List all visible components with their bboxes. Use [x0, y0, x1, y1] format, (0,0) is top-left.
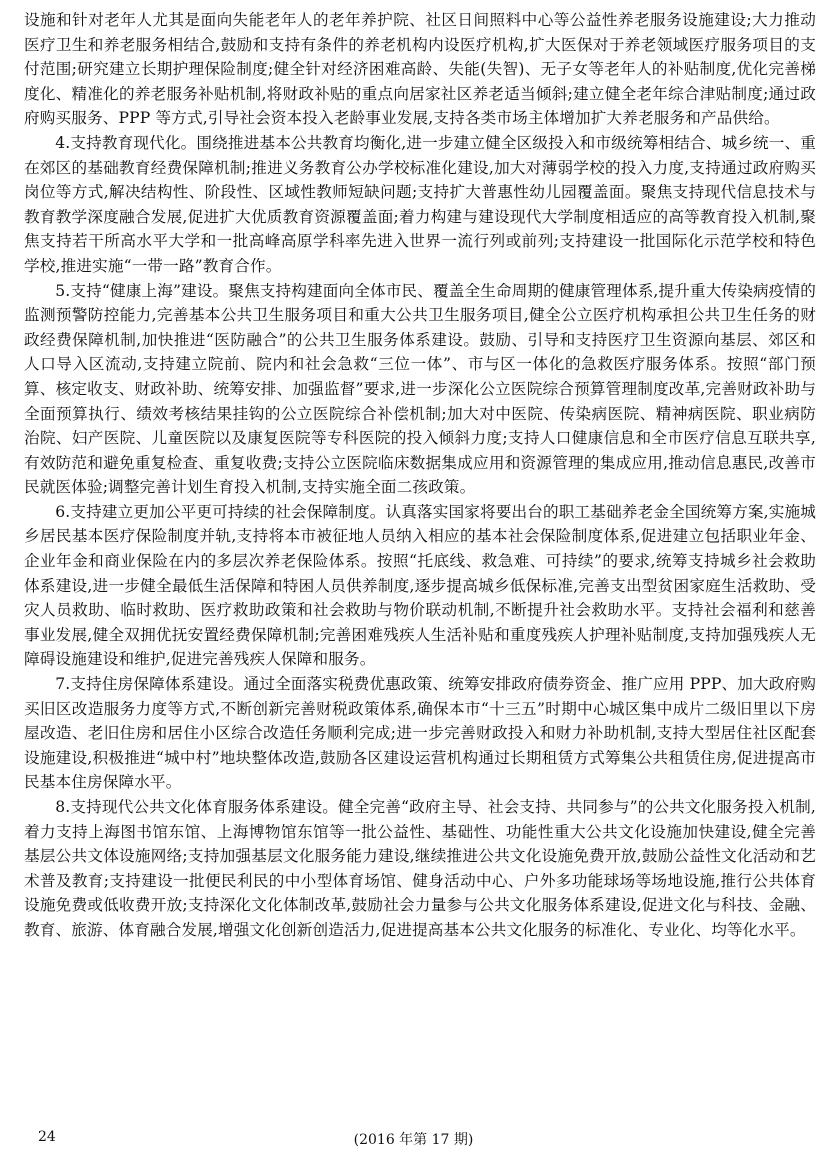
paragraph-continuation-elderly-care: 设施和针对老年人尤其是面向失能老年人的老年养护院、社区日间照料中心等公益性养老服务设施建设;大力推动医疗卫生和养老服务相结合,鼓励和支持有条件的养老机构内设医疗机构,扩大医保对于养老领域医疗服务项目的支付范围;研究建立长期护理保险制度;健全针对经济困难高龄、失能(失智)、无子女等老年人的补贴制度,优化完善梯度化、精准化的养老服务补贴机制,将财政补贴的重点向居家社区养老适当倾斜;建立健全老年综合津贴制度;通过政府购买服务、PPP 等方式,引导社会资本投入老龄事业发展,支持各类市场主体增加扩大养老服务和产品供给。 — [24, 11, 816, 128]
paragraph-social-security: 6.支持建立更加公平更可持续的社会保障制度。认真落实国家将要出台的职工基础养老金全国统筹方案,实施城乡居民基本医疗保险制度并轨,支持将本市被征地人员纳入相应的基本社会保险制度体系,促进建立包括职业年金、企业年金和商业保险在内的多层次养老保险体系。按照“托底线、救急难、可持续”的要求,统筹支持城乡社会救助体系建设,进一步健全最低生活保障和特困人员供养制度,逐步提高城乡低保标准,完善支出型贫困家庭生活救助、受灾人员救助、临时救助、医疗救助政策和社会救助与物价联动机制,不断提升社会救助水平。支持社会福利和慈善事业发展,健全双拥优抚安置经费保障机制;完善困难残疾人生活补贴和重度残疾人护理补贴制度,支持加强残疾人无障碍设施建设和维护,促进完善残疾人保障和服务。 — [24, 502, 816, 669]
paragraph-healthy-shanghai: 5.支持“健康上海”建设。聚焦支持构建面向全体市民、覆盖全生命周期的健康管理体系,提升重大传染病疫情的监测预警防控能力,完善基本公共卫生服务项目和重大公共卫生服务项目,健全公立医疗机构承担公共卫生任务的财政经费保障机制,加快推进“医防融合”的公共卫生服务体系建设。鼓励、引导和支持医疗卫生资源向基层、郊区和人口导入区流动,支持建立院前、院内和社会急救“三位一体”、市与区一体化的急救医疗服务体系。按照“部门预算、核定收支、财政补助、统筹安排、加强监督”要求,进一步深化公立医院综合预算管理制度改革,完善财政补助与全面预算执行、绩效考核结果挂钩的公立医院综合补偿机制;加大对中医院、传染病医院、精神病医院、职业病防治院、妇产医院、儿童医院以及康复医院等专科医院的投入倾斜力度;支持人口健康信息和全市医疗信息互联共享,有效防范和避免重复检查、重复收费;支持公立医院临床数据集成应用和资源管理的集成应用,推动信息惠民,改善市民就医体验;调整完善计划生育投入机制,支持实施全面二孩政策。 — [24, 281, 816, 497]
paragraph-culture-sports: 8.支持现代公共文化体育服务体系建设。健全完善“政府主导、社会支持、共同参与”的公共文化服务投入机制,着力支持上海图书馆东馆、上海博物馆东馆等一批公益性、基础性、功能性重大公共文化设施加快建设,健全完善基层公共文体设施网络;支持加强基层文化服务能力建设,继续推进公共文化设施免费开放,鼓励公益性文化活动和艺术普及教育;支持建设一批便民利民的中小型体育场馆、健身活动中心、户外多功能球场等场地设施,推行公共体育设施免费或低收费开放;支持深化文化体制改革,鼓励社会力量参与公共文化服务体系建设,促进文化与科技、金融、教育、旅游、体育融合发展,增强文化创新创造活力,促进提高基本公共文化服务的标准化、专业化、均等化水平。 — [24, 798, 816, 939]
paragraph-education: 4.支持教育现代化。围绕推进基本公共教育均衡化,进一步建立健全区级投入和市级统筹相结合、城乡统一、重在郊区的基础教育经费保障机制;推进义务教育公办学校标准化建设,加大对薄弱学校的投入力度,支持通过政府购买岗位等方式,解决结构性、阶段性、区域性教师短缺问题;支持扩大普惠性幼儿园覆盖面。聚焦支持现代信息技术与教育教学深度融合发展,促进扩大优质教育资源覆盖面;着力构建与建设现代大学制度相适应的高等教育投入机制,聚焦支持若干所高水平大学和一批高峰高原学科率先进入世界一流行列或前列;支持建设一批国际化示范学校和特色学校,推进实施“一带一路”教育合作。 — [24, 133, 816, 275]
paragraph-housing: 7.支持住房保障体系建设。通过全面落实税费优惠政策、统筹安排政府债券资金、推广应用 PPP、加大政府购买旧区改造服务力度等方式,不断创新完善财税政策体系,确保本市“十三五”时期中心城区集中成片二级旧里以下房屋改造、老旧住房和居住小区综合改造任务顺利完成;进一步完善财政投入和财力补助机制,支持大型居住社区配套设施建设,积极推进“城中村”地块整体改造,鼓励各区建设运营机构通过长期租赁方式筹集公共租赁住房,促进提高市民基本住房保障水平。 — [24, 675, 816, 792]
page-footer — [0, 1129, 827, 1153]
document-body — [24, 8, 816, 943]
page-number: 24 — [38, 1129, 56, 1145]
issue-label: (2016 年第 17 期) — [353, 1132, 474, 1148]
